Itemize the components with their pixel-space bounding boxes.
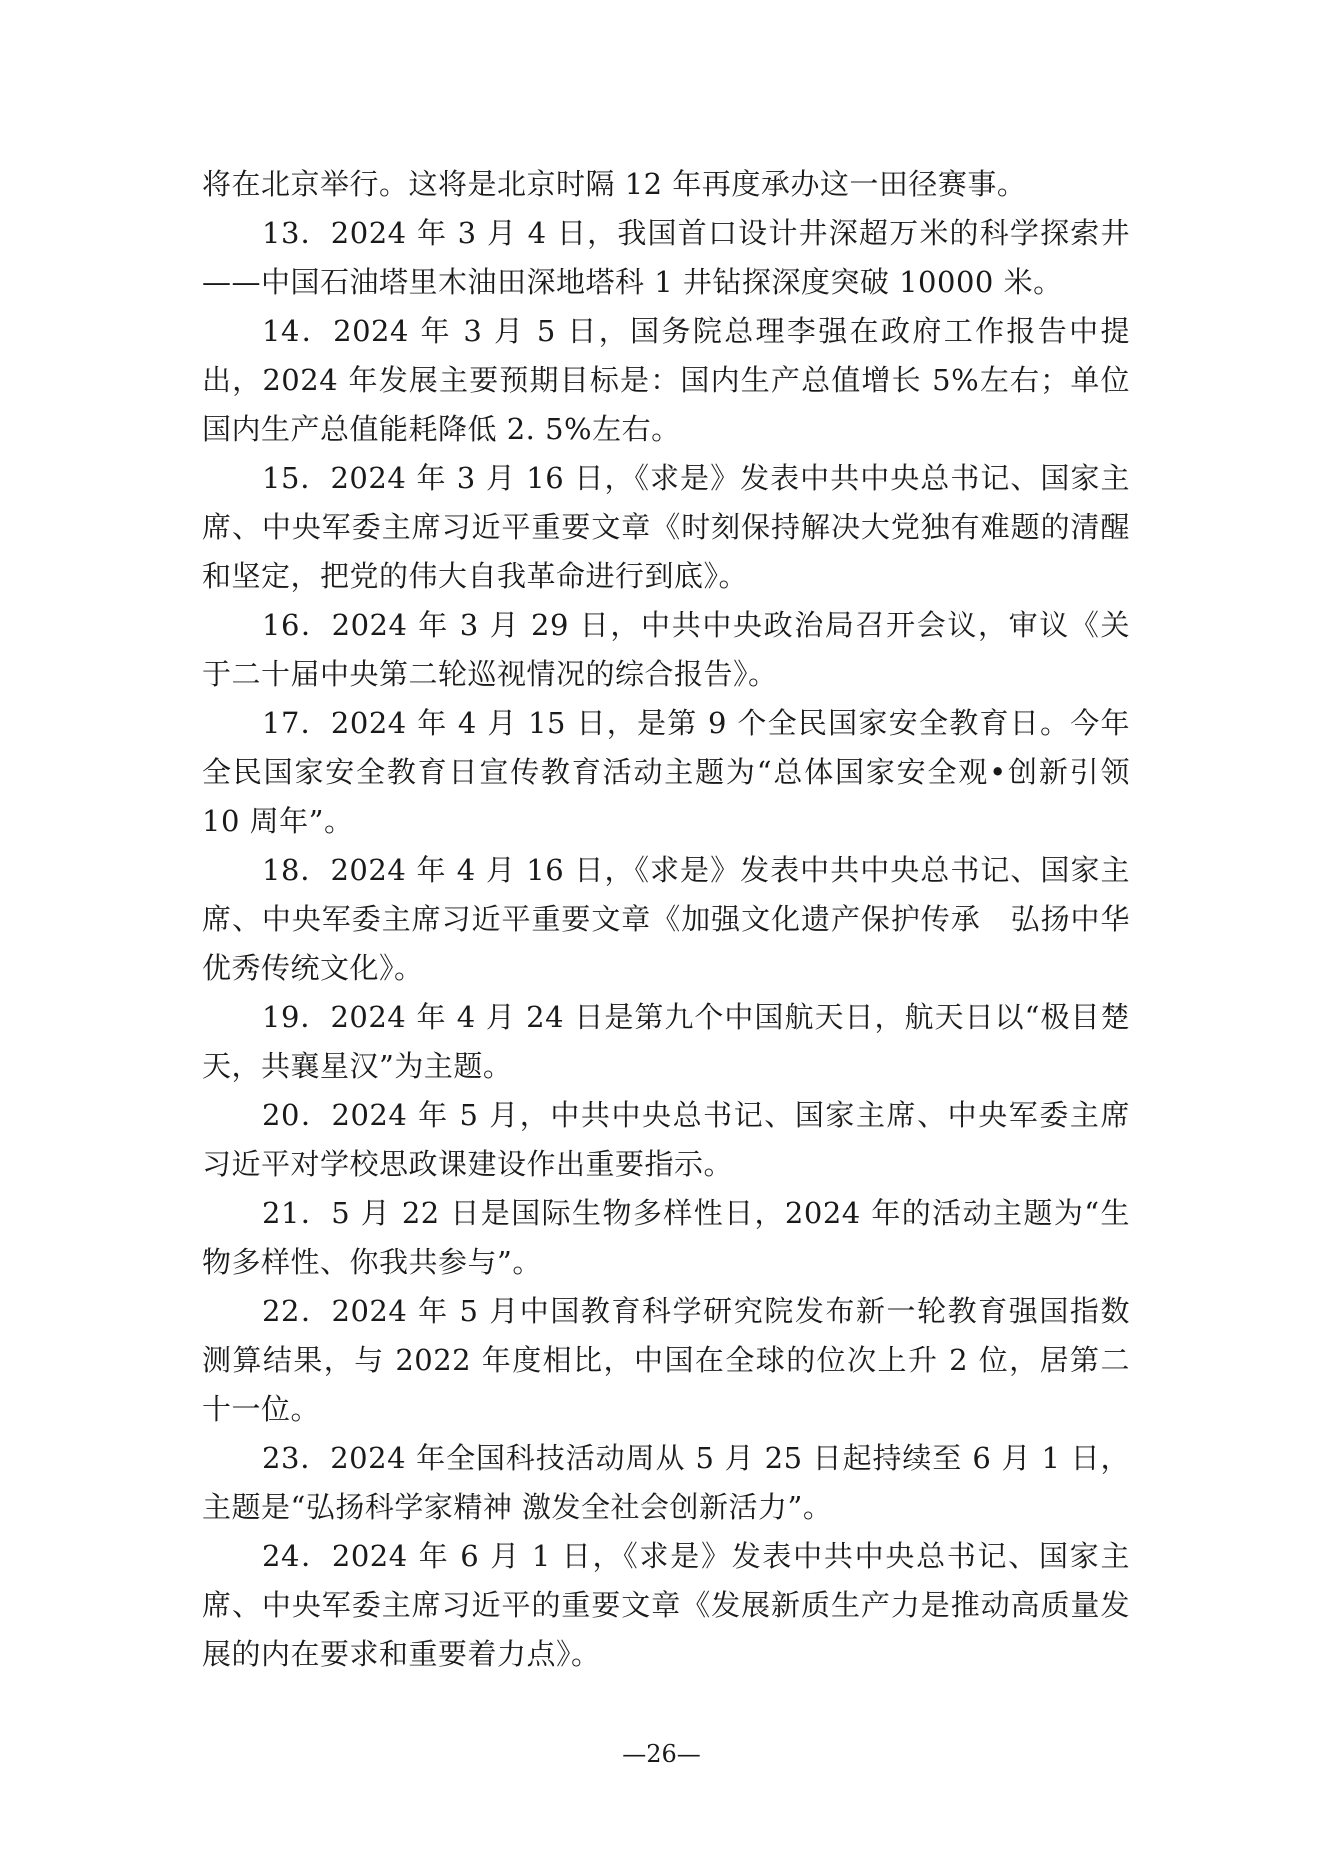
list-item-19: 19．2024 年 4 月 24 日是第九个中国航天日，航天日以“极目楚天，共襄星汉”为主题。 bbox=[202, 1000, 1130, 1083]
list-item-15: 15．2024 年 3 月 16 日，《求是》发表中共中央总书记、国家主席、中央军委主席习近平重要文章《时刻保持解决大党独有难题的清醒和坚定，把党的伟大自我革命进行到底》。 bbox=[202, 461, 1130, 593]
list-item-24: 24．2024 年 6 月 1 日，《求是》发表中共中央总书记、国家主席、中央军委主席习近平的重要文章《发展新质生产力是推动高质量发展的内在要求和重要着力点》。 bbox=[202, 1539, 1130, 1671]
list-item-13: 13．2024 年 3 月 4 日，我国首口设计井深超万米的科学探索井——中国石油塔里木油田深地塔科 1 井钻探深度突破 10000 米。 bbox=[202, 216, 1130, 299]
list-item-14: 14．2024 年 3 月 5 日，国务院总理李强在政府工作报告中提出，2024 年发展主要预期目标是：国内生产总值增长 5%左右；单位国内生产总值能耗降低 2. 5%左右。 bbox=[202, 314, 1130, 446]
list-item-17: 17．2024 年 4 月 15 日，是第 9 个全民国家安全教育日。今年全民国家安全教育日宣传教育活动主题为“总体国家安全观•创新引领 10 周年”。 bbox=[202, 706, 1130, 838]
list-item-23: 23．2024 年全国科技活动周从 5 月 25 日起持续至 6 月 1 日，主题是“弘扬科学家精神 激发全社会创新活力”。 bbox=[202, 1441, 1130, 1524]
list-item-21: 21．5 月 22 日是国际生物多样性日，2024 年的活动主题为“生物多样性、你我共参与”。 bbox=[202, 1196, 1130, 1279]
list-item-22: 22．2024 年 5 月中国教育科学研究院发布新一轮教育强国指数测算结果，与 2022 年度相比，中国在全球的位次上升 2 位，居第二十一位。 bbox=[202, 1294, 1130, 1426]
list-item-18: 18．2024 年 4 月 16 日，《求是》发表中共中央总书记、国家主席、中央军委主席习近平重要文章《加强文化遗产保护传承 弘扬中华优秀传统文化》。 bbox=[202, 853, 1130, 985]
document-body bbox=[202, 160, 1130, 1679]
list-item-16: 16．2024 年 3 月 29 日，中共中央政治局召开会议，审议《关于二十届中央第二轮巡视情况的综合报告》。 bbox=[202, 608, 1130, 691]
list-item-20: 20．2024 年 5 月，中共中央总书记、国家主席、中央军委主席习近平对学校思政课建设作出重要指示。 bbox=[202, 1098, 1130, 1181]
page-number: —26— bbox=[622, 1740, 701, 1768]
paragraph-continuation: 将在北京举行。这将是北京时隔 12 年再度承办这一田径赛事。 bbox=[202, 167, 1027, 201]
